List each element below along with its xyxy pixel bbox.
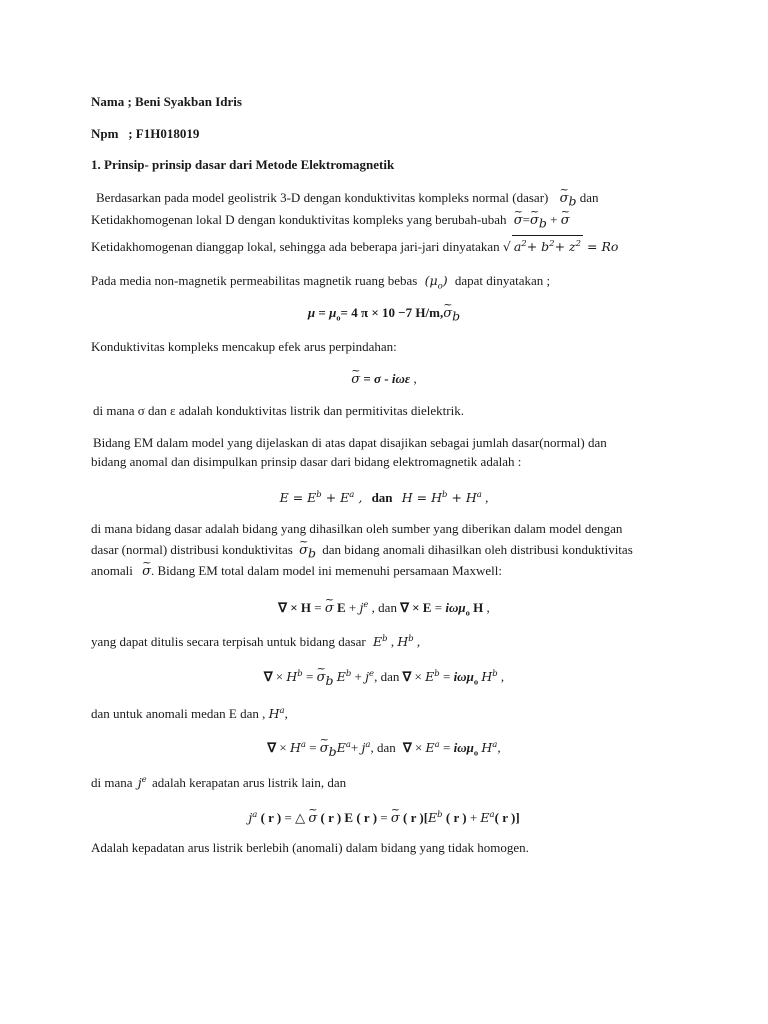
para10-text: Adalah kepadatan arus listrik berlebih (anomali) dalam bidang yang tidak homogen. — [91, 840, 529, 855]
para1-line3-text: Ketidakhomogenan dianggap lokal, sehingga ada beberapa jari-jari dinyatakan — [91, 239, 500, 255]
anomalous-field-equations: ∇ × $H^a$ = ~ $\sigma_bE^a+ j^a$, dan ∇ × $E^a = i\omega\mu_o$ $H^a$, — [0, 736, 768, 762]
sigma-sum-formula: ~ σ=~ $\sigma_b$ + ~ σ — [514, 212, 570, 227]
field-sum-dan: dan — [371, 490, 393, 506]
para6-line3: anomali ~ σ. Bidang EM total dalam model ini memenuhi persamaan Maxwell: — [91, 563, 502, 580]
para2-text-after: dapat dinyatakan ; — [454, 273, 551, 288]
para1-line2-text: Ketidakhomogenan lokal D dengan konduktivitas kompleks yang berubah-ubah — [91, 212, 507, 227]
field-sum-equation: $E = E^b + E^a$ , dan $H = H^b + H^a$ , — [279, 490, 489, 506]
para7-text: yang dapat ditulis secara terpisah untuk bidang dasar — [91, 634, 366, 650]
para9-line: di mana $j^e$ adalah kerapatan arus listrik lain, dan — [91, 775, 347, 791]
normal-field-equations: ∇ × $H^b$ = ~ $\sigma_b$ $E^b + j^e$, dan ∇ × $E^b = i\omega\mu_o$ $H^b$ , — [0, 665, 768, 691]
para6-line1: di mana bidang dasar adalah bidang yang dihasilkan oleh sumber yang diberikan dalam model dengan — [91, 521, 623, 536]
para5-line1: Bidang EM dalam model yang dijelaskan di atas dapat disajikan sebagai jumlah dasar(normal) dan — [93, 435, 607, 450]
para7-line: yang dapat ditulis secara terpisah untuk bidang dasar $E^b$ , $H^b$ , — [91, 634, 421, 650]
anomalous-field-dan: , dan — [370, 740, 396, 756]
para1-line1-text: Berdasarkan pada model geolistrik 3-D dengan konduktivitas kompleks normal (dasar) — [96, 190, 549, 205]
para8-text: dan untuk anomali medan E dan , — [91, 706, 266, 722]
radius-formula: √ $a^2+ b^2+ z^2 = Ro$ — [503, 239, 619, 254]
sigma-b-symbol: ~ $\sigma_b$ — [560, 190, 577, 205]
para6-line2: dasar (normal) distribusi konduktivitas ~ $\sigma_b$ dan bidang anomali dihasilkan oleh distribusi konduktivitas — [91, 542, 633, 562]
section-title: 1. Prinsip- prinsip dasar dari Metode Elektromagnetik — [91, 157, 395, 172]
mu0-symbol: $(\mu_o)$ — [424, 273, 448, 292]
para1-line3 — [91, 235, 618, 255]
excess-current-equation: $j^a$ ( r ) = △ ~ σ ( r ) E ( r ) = ~ σ ( r )[$E^b$ ( r ) + $E^a$( r )] — [0, 806, 768, 828]
para6-line2a: dasar (normal) distribusi konduktivitas — [91, 542, 293, 557]
maxwell-equations: ∇ × H = ~ σ $E + j^e$ , dan ∇ × E = iωμ$_o$ H , — [0, 596, 768, 622]
maxwell-dan: , dan — [371, 600, 397, 616]
para1-line1 — [96, 190, 599, 210]
para1-line1-end: dan — [579, 190, 599, 205]
para6-line2b: dan bidang anomali dihasilkan oleh distribusi konduktivitas — [322, 542, 633, 557]
para2-text-before: Pada media non-magnetik permeabilitas magnetik ruang bebas — [91, 273, 418, 288]
para1-line2 — [91, 212, 570, 232]
para6-line3b: . Bidang EM total dalam model ini memenuhi persamaan Maxwell: — [151, 563, 502, 578]
para5-line2: bidang anomal dan disimpulkan prinsip dasar dari bidang elektromagnetik adalah : — [91, 454, 522, 469]
normal-field-dan: , dan — [374, 669, 400, 685]
complex-conductivity-equation: ~ σ = σ - iωε , — [0, 370, 768, 389]
para8-line: dan untuk anomali medan E dan , $H^a$, — [91, 706, 288, 722]
npm-line: Npm ; F1H018019 — [91, 126, 200, 141]
para3-text: Konduktivitas kompleks mencakup efek arus perpindahan: — [91, 339, 397, 354]
para6-line3a: anomali — [91, 563, 133, 578]
name-line: Nama ; Beni Syakban Idris — [91, 94, 242, 109]
para9-text-a: di mana — [91, 775, 133, 791]
permeability-eq-text: = 4 π × 10 −7 H/m, — [340, 305, 444, 320]
para9-text-b: adalah kerapatan arus listrik lain, dan — [151, 775, 347, 791]
permeability-equation: $\mu = \mu_o= 4$ π × 10 −7 H/m,~ $\sigma_b$ — [0, 304, 768, 327]
para2-line — [91, 273, 550, 295]
para4-text: di mana σ dan ε adalah konduktivitas listrik dan permitivitas dielektrik. — [93, 403, 464, 418]
